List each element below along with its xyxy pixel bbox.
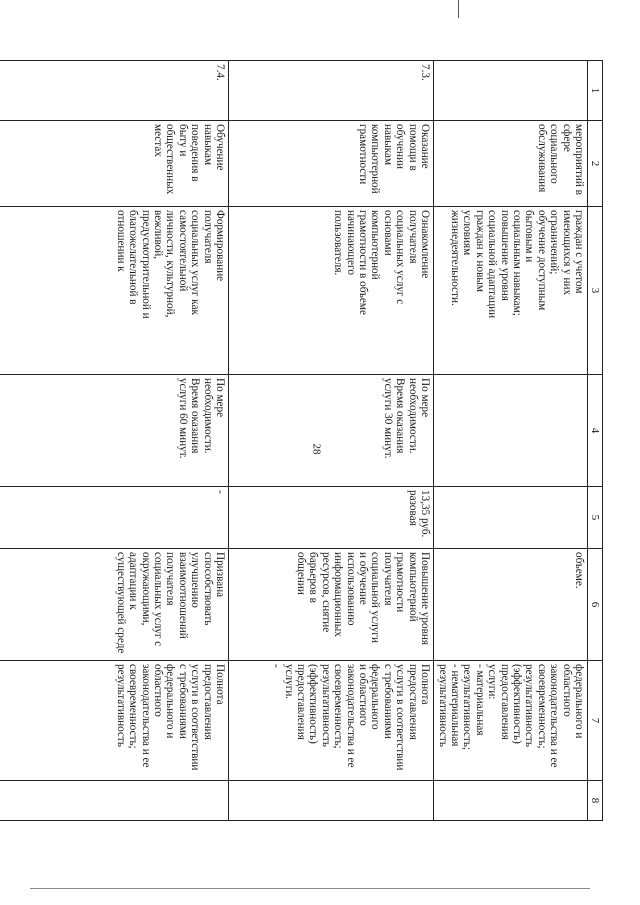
cell-number: 7.4.	[0, 61, 229, 121]
header-cell: 5	[588, 487, 603, 549]
header-cell: 1	[588, 61, 603, 121]
cell-result: Призвана способствовать улучшению взаимоотношений получателя социальных услуг с окружающими, адаптации к существующей среде	[0, 549, 229, 661]
header-cell: 8	[588, 781, 603, 821]
cell-service-name: мероприятий в сфере социального обслуживания	[434, 121, 588, 207]
cell-number	[434, 61, 588, 121]
scan-mark	[458, 0, 459, 18]
cell-timing	[434, 375, 588, 487]
header-row	[588, 61, 603, 821]
cell-number: 7.3.	[229, 61, 434, 121]
table-row	[434, 61, 588, 821]
scan-edge-line	[30, 888, 590, 889]
rotated-table-sheet	[55, 60, 603, 820]
cell-result: объеме.	[434, 549, 588, 661]
cell-extra	[229, 781, 434, 821]
cell-service-name: Обучение навыкам поведения в быту и общественных местах	[0, 121, 229, 207]
cell-result: Повышение уровня компьютерной грамотности получателя социальной услуги и обучение использованию информационных ресурсов, снятие барьеров в общении	[229, 549, 434, 661]
header-cell: 2	[588, 121, 603, 207]
cell-price: -	[0, 487, 229, 549]
cell-service-name: Оказание помощи в обучении навыкам компьютерной грамотности	[229, 121, 434, 207]
header-cell: 3	[588, 207, 603, 375]
cell-description: Ознакомление получателя социальных услуг с основами компьютерной грамотности в объеме начинающего пользователя.	[229, 207, 434, 375]
table-row	[0, 61, 229, 821]
page-number: 28	[310, 443, 323, 455]
cell-price	[434, 487, 588, 549]
cell-extra	[434, 781, 588, 821]
cell-quality: Полнота предоставления услуги в соответствии с требованиями федерального и областного законодательства и ее своевременность; результативность (эффективность) предоставления услуги. -	[229, 661, 434, 781]
cell-timing: По мере необходимости. Время оказания услуги 60 минут.	[0, 375, 229, 487]
cell-quality: Полнота предоставления услуги в соответствии с требованиями федерального и областного законодательства и ее своевременность; результативность	[0, 661, 229, 781]
cell-description: граждан с учетом имеющихся у них ограничений; обучение доступным бытовым и социальным навыкам; повышение уровня социальной адаптации граждан к новым условиям жизнедеятельности.	[434, 207, 588, 375]
services-table	[0, 60, 603, 821]
table-row	[229, 61, 434, 821]
cell-quality: федерального и областного законодательства и ее своевременность; результативность (эффективность) предоставления услуги: - материальная результативность; - нематериальная результативность	[434, 661, 588, 781]
header-cell: 7	[588, 661, 603, 781]
cell-description: Формирование получателя социальных услуг как самостоятельной личности, культурной, вежливой, предусмотрительной и благожелательной в отношении к	[0, 207, 229, 375]
cell-extra	[0, 781, 229, 821]
cell-timing: По мере необходимости. Время оказания услуги 30 минут.	[229, 375, 434, 487]
cell-price: 13,35 руб. разовая	[229, 487, 434, 549]
header-cell: 4	[588, 375, 603, 487]
header-cell: 6	[588, 549, 603, 661]
